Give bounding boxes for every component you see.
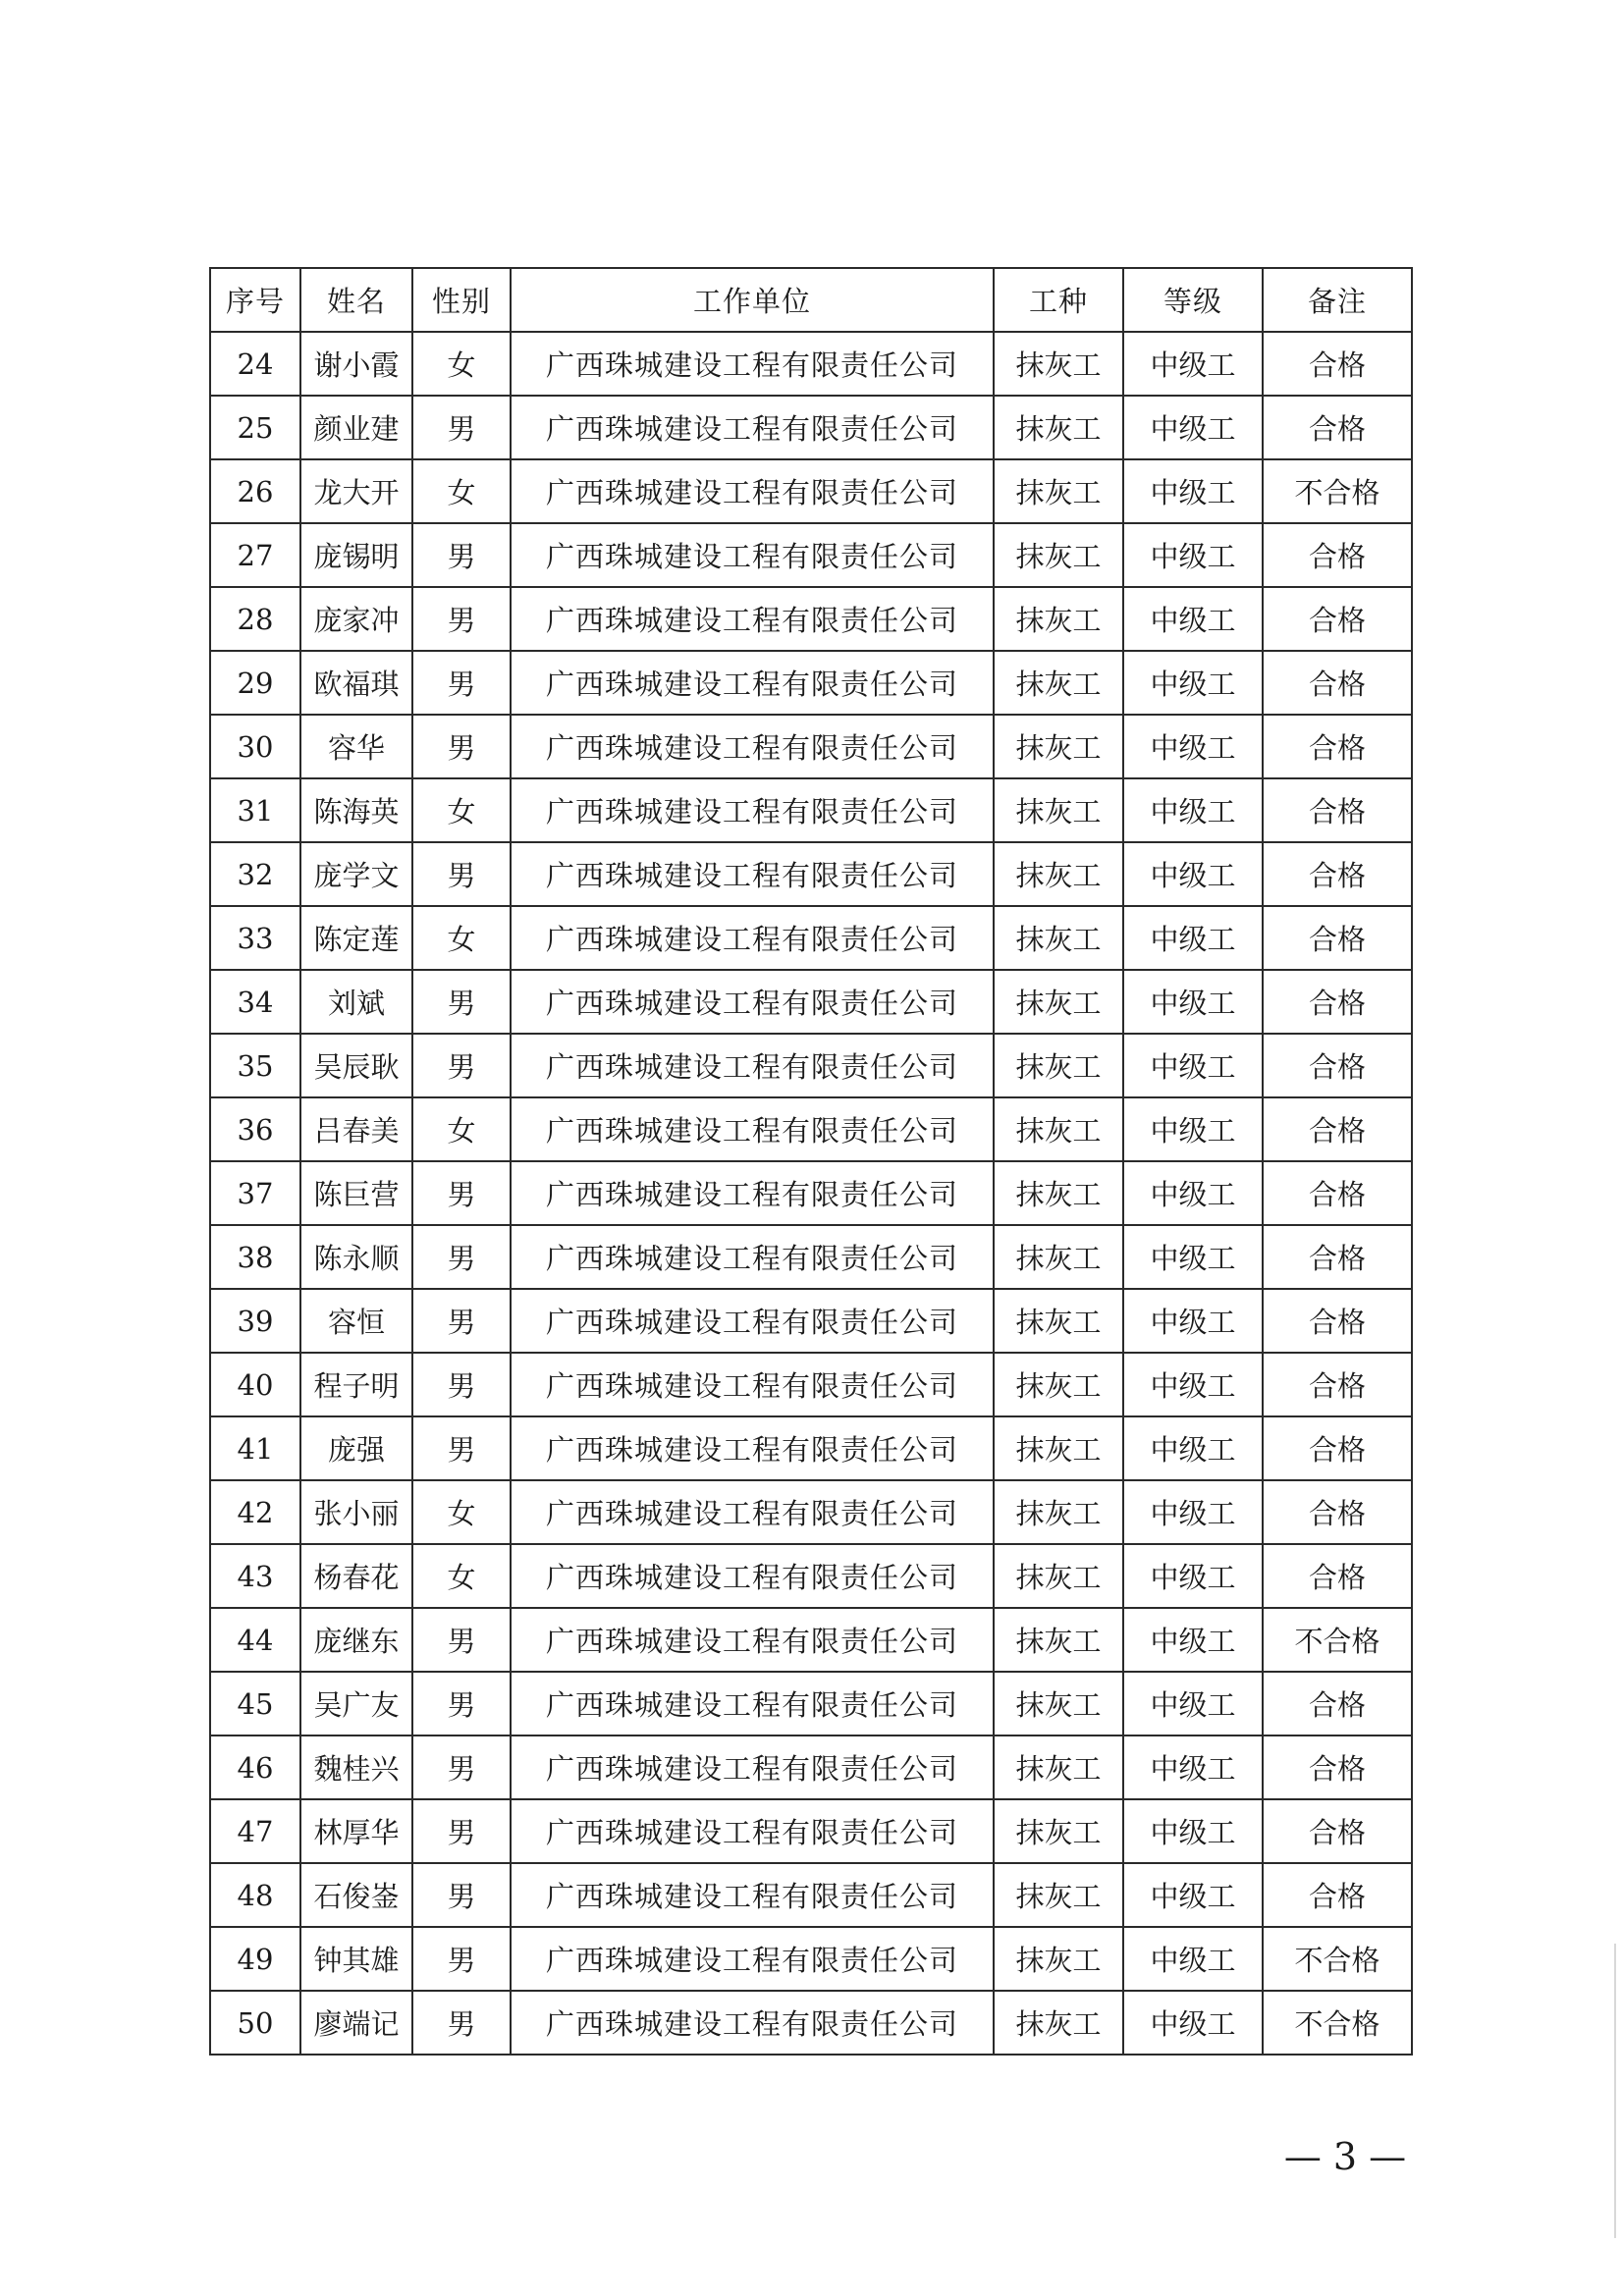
- cell-name: 张小丽: [300, 1480, 412, 1544]
- cell-index: 46: [210, 1735, 300, 1799]
- cell-remark: 合格: [1263, 1544, 1412, 1608]
- cell-gender: 男: [412, 1672, 511, 1735]
- table-row: [210, 1353, 1412, 1416]
- cell-remark: 合格: [1263, 842, 1412, 906]
- cell-index: 48: [210, 1863, 300, 1927]
- cell-index: 31: [210, 778, 300, 842]
- cell-index: 34: [210, 970, 300, 1034]
- cell-employer: 广西珠城建设工程有限责任公司: [511, 1416, 994, 1480]
- cell-grade: 中级工: [1123, 842, 1263, 906]
- cell-grade: 中级工: [1123, 778, 1263, 842]
- table-row: [210, 1289, 1412, 1353]
- table-row: [210, 1097, 1412, 1161]
- cell-remark: 合格: [1263, 1289, 1412, 1353]
- cell-gender: 女: [412, 1097, 511, 1161]
- cell-trade: 抹灰工: [994, 1608, 1123, 1672]
- table-row: [210, 842, 1412, 906]
- cell-name: 陈海英: [300, 778, 412, 842]
- table-header-row: [210, 268, 1412, 332]
- cell-employer: 广西珠城建设工程有限责任公司: [511, 1927, 994, 1991]
- cell-index: 38: [210, 1225, 300, 1289]
- cell-grade: 中级工: [1123, 1799, 1263, 1863]
- cell-index: 41: [210, 1416, 300, 1480]
- table-row: [210, 715, 1412, 778]
- cell-index: 25: [210, 396, 300, 459]
- cell-trade: 抹灰工: [994, 1735, 1123, 1799]
- cell-name: 龙大开: [300, 459, 412, 523]
- cell-name: 庞锡明: [300, 523, 412, 587]
- cell-employer: 广西珠城建设工程有限责任公司: [511, 651, 994, 715]
- cell-remark: 合格: [1263, 1735, 1412, 1799]
- cell-remark: 不合格: [1263, 1991, 1412, 2055]
- cell-employer: 广西珠城建设工程有限责任公司: [511, 842, 994, 906]
- cell-trade: 抹灰工: [994, 1863, 1123, 1927]
- cell-index: 37: [210, 1161, 300, 1225]
- cell-grade: 中级工: [1123, 587, 1263, 651]
- table-row: [210, 1225, 1412, 1289]
- cell-name: 庞家冲: [300, 587, 412, 651]
- cell-index: 50: [210, 1991, 300, 2055]
- cell-name: 容华: [300, 715, 412, 778]
- cell-name: 容恒: [300, 1289, 412, 1353]
- cell-name: 林厚华: [300, 1799, 412, 1863]
- cell-trade: 抹灰工: [994, 396, 1123, 459]
- table-row: [210, 1416, 1412, 1480]
- table-row: [210, 1034, 1412, 1097]
- page-number: — 3 —: [1283, 2135, 1407, 2178]
- cell-trade: 抹灰工: [994, 1927, 1123, 1991]
- cell-gender: 男: [412, 1735, 511, 1799]
- cell-name: 庞学文: [300, 842, 412, 906]
- cell-gender: 男: [412, 1289, 511, 1353]
- table-row: [210, 778, 1412, 842]
- cell-gender: 女: [412, 332, 511, 396]
- table-row: [210, 1544, 1412, 1608]
- cell-index: 30: [210, 715, 300, 778]
- cell-gender: 男: [412, 651, 511, 715]
- cell-remark: 不合格: [1263, 1608, 1412, 1672]
- cell-gender: 男: [412, 587, 511, 651]
- header-trade: 工种: [994, 268, 1123, 332]
- cell-employer: 广西珠城建设工程有限责任公司: [511, 1799, 994, 1863]
- cell-grade: 中级工: [1123, 1735, 1263, 1799]
- cell-grade: 中级工: [1123, 1991, 1263, 2055]
- cell-grade: 中级工: [1123, 906, 1263, 970]
- cell-gender: 男: [412, 1608, 511, 1672]
- cell-name: 钟其雄: [300, 1927, 412, 1991]
- cell-trade: 抹灰工: [994, 715, 1123, 778]
- cell-name: 庞强: [300, 1416, 412, 1480]
- cell-remark: 合格: [1263, 1225, 1412, 1289]
- cell-remark: 合格: [1263, 1353, 1412, 1416]
- cell-name: 庞继东: [300, 1608, 412, 1672]
- cell-employer: 广西珠城建设工程有限责任公司: [511, 1353, 994, 1416]
- header-gender: 性别: [412, 268, 511, 332]
- cell-grade: 中级工: [1123, 1544, 1263, 1608]
- header-name: 姓名: [300, 268, 412, 332]
- cell-index: 43: [210, 1544, 300, 1608]
- cell-remark: 合格: [1263, 523, 1412, 587]
- cell-trade: 抹灰工: [994, 778, 1123, 842]
- cell-grade: 中级工: [1123, 1672, 1263, 1735]
- cell-name: 廖端记: [300, 1991, 412, 2055]
- cell-grade: 中级工: [1123, 1416, 1263, 1480]
- cell-grade: 中级工: [1123, 1480, 1263, 1544]
- cell-index: 28: [210, 587, 300, 651]
- cell-grade: 中级工: [1123, 1034, 1263, 1097]
- cell-employer: 广西珠城建设工程有限责任公司: [511, 1672, 994, 1735]
- cell-remark: 合格: [1263, 1799, 1412, 1863]
- cell-remark: 合格: [1263, 396, 1412, 459]
- cell-employer: 广西珠城建设工程有限责任公司: [511, 1034, 994, 1097]
- cell-grade: 中级工: [1123, 970, 1263, 1034]
- cell-grade: 中级工: [1123, 459, 1263, 523]
- cell-grade: 中级工: [1123, 332, 1263, 396]
- scan-edge-mark: [1614, 1944, 1616, 2238]
- cell-index: 40: [210, 1353, 300, 1416]
- cell-gender: 女: [412, 459, 511, 523]
- cell-trade: 抹灰工: [994, 1799, 1123, 1863]
- cell-employer: 广西珠城建设工程有限责任公司: [511, 906, 994, 970]
- cell-employer: 广西珠城建设工程有限责任公司: [511, 332, 994, 396]
- cell-employer: 广西珠城建设工程有限责任公司: [511, 1608, 994, 1672]
- cell-remark: 不合格: [1263, 459, 1412, 523]
- table-row: [210, 1480, 1412, 1544]
- cell-gender: 男: [412, 1416, 511, 1480]
- cell-name: 陈巨营: [300, 1161, 412, 1225]
- cell-gender: 男: [412, 1353, 511, 1416]
- personnel-table: [209, 267, 1413, 2056]
- cell-trade: 抹灰工: [994, 842, 1123, 906]
- header-grade: 等级: [1123, 268, 1263, 332]
- cell-trade: 抹灰工: [994, 1672, 1123, 1735]
- cell-name: 刘斌: [300, 970, 412, 1034]
- cell-gender: 男: [412, 396, 511, 459]
- cell-remark: 合格: [1263, 1161, 1412, 1225]
- cell-name: 魏桂兴: [300, 1735, 412, 1799]
- header-remark: 备注: [1263, 268, 1412, 332]
- table-row: [210, 523, 1412, 587]
- cell-employer: 广西珠城建设工程有限责任公司: [511, 396, 994, 459]
- cell-grade: 中级工: [1123, 1225, 1263, 1289]
- cell-name: 石俊崟: [300, 1863, 412, 1927]
- cell-name: 程子明: [300, 1353, 412, 1416]
- cell-employer: 广西珠城建设工程有限责任公司: [511, 1991, 994, 2055]
- cell-trade: 抹灰工: [994, 1480, 1123, 1544]
- table-row: [210, 459, 1412, 523]
- cell-index: 47: [210, 1799, 300, 1863]
- cell-remark: 合格: [1263, 651, 1412, 715]
- cell-remark: 合格: [1263, 715, 1412, 778]
- cell-name: 颜业建: [300, 396, 412, 459]
- cell-name: 吕春美: [300, 1097, 412, 1161]
- cell-grade: 中级工: [1123, 1863, 1263, 1927]
- table-row: [210, 1799, 1412, 1863]
- cell-employer: 广西珠城建设工程有限责任公司: [511, 778, 994, 842]
- cell-name: 吴广友: [300, 1672, 412, 1735]
- cell-remark: 合格: [1263, 970, 1412, 1034]
- cell-gender: 男: [412, 842, 511, 906]
- cell-gender: 男: [412, 1161, 511, 1225]
- cell-employer: 广西珠城建设工程有限责任公司: [511, 587, 994, 651]
- table-row: [210, 1672, 1412, 1735]
- cell-index: 29: [210, 651, 300, 715]
- cell-name: 陈永顺: [300, 1225, 412, 1289]
- cell-grade: 中级工: [1123, 396, 1263, 459]
- cell-remark: 不合格: [1263, 1927, 1412, 1991]
- cell-trade: 抹灰工: [994, 1544, 1123, 1608]
- table-row: [210, 1161, 1412, 1225]
- cell-gender: 女: [412, 778, 511, 842]
- cell-gender: 女: [412, 906, 511, 970]
- cell-name: 吴辰耿: [300, 1034, 412, 1097]
- table-row: [210, 1927, 1412, 1991]
- cell-gender: 男: [412, 715, 511, 778]
- cell-grade: 中级工: [1123, 1097, 1263, 1161]
- cell-employer: 广西珠城建设工程有限责任公司: [511, 1480, 994, 1544]
- cell-remark: 合格: [1263, 587, 1412, 651]
- cell-gender: 女: [412, 1544, 511, 1608]
- cell-employer: 广西珠城建设工程有限责任公司: [511, 1863, 994, 1927]
- cell-employer: 广西珠城建设工程有限责任公司: [511, 1289, 994, 1353]
- table-row: [210, 587, 1412, 651]
- cell-employer: 广西珠城建设工程有限责任公司: [511, 1225, 994, 1289]
- cell-grade: 中级工: [1123, 523, 1263, 587]
- cell-remark: 合格: [1263, 1863, 1412, 1927]
- table-row: [210, 1991, 1412, 2055]
- table-row: [210, 1608, 1412, 1672]
- cell-trade: 抹灰工: [994, 523, 1123, 587]
- cell-index: 39: [210, 1289, 300, 1353]
- cell-grade: 中级工: [1123, 1353, 1263, 1416]
- header-index: 序号: [210, 268, 300, 332]
- table-row: [210, 1735, 1412, 1799]
- cell-gender: 男: [412, 1863, 511, 1927]
- cell-remark: 合格: [1263, 1034, 1412, 1097]
- cell-index: 36: [210, 1097, 300, 1161]
- cell-gender: 男: [412, 970, 511, 1034]
- table-row: [210, 396, 1412, 459]
- cell-grade: 中级工: [1123, 1927, 1263, 1991]
- cell-trade: 抹灰工: [994, 587, 1123, 651]
- cell-remark: 合格: [1263, 778, 1412, 842]
- cell-trade: 抹灰工: [994, 906, 1123, 970]
- cell-gender: 男: [412, 523, 511, 587]
- cell-employer: 广西珠城建设工程有限责任公司: [511, 523, 994, 587]
- table-row: [210, 651, 1412, 715]
- cell-employer: 广西珠城建设工程有限责任公司: [511, 1097, 994, 1161]
- cell-employer: 广西珠城建设工程有限责任公司: [511, 1735, 994, 1799]
- cell-remark: 合格: [1263, 1672, 1412, 1735]
- cell-gender: 女: [412, 1480, 511, 1544]
- cell-grade: 中级工: [1123, 1161, 1263, 1225]
- cell-trade: 抹灰工: [994, 1991, 1123, 2055]
- cell-employer: 广西珠城建设工程有限责任公司: [511, 1161, 994, 1225]
- cell-grade: 中级工: [1123, 651, 1263, 715]
- cell-trade: 抹灰工: [994, 1416, 1123, 1480]
- cell-index: 49: [210, 1927, 300, 1991]
- table-row: [210, 906, 1412, 970]
- cell-gender: 男: [412, 1927, 511, 1991]
- cell-trade: 抹灰工: [994, 1289, 1123, 1353]
- cell-grade: 中级工: [1123, 1608, 1263, 1672]
- cell-gender: 男: [412, 1034, 511, 1097]
- cell-employer: 广西珠城建设工程有限责任公司: [511, 1544, 994, 1608]
- table-body: [210, 332, 1412, 2055]
- cell-remark: 合格: [1263, 1480, 1412, 1544]
- cell-index: 26: [210, 459, 300, 523]
- cell-name: 陈定莲: [300, 906, 412, 970]
- cell-name: 欧福琪: [300, 651, 412, 715]
- cell-index: 27: [210, 523, 300, 587]
- cell-index: 24: [210, 332, 300, 396]
- cell-trade: 抹灰工: [994, 1225, 1123, 1289]
- cell-gender: 男: [412, 1225, 511, 1289]
- cell-trade: 抹灰工: [994, 970, 1123, 1034]
- cell-trade: 抹灰工: [994, 332, 1123, 396]
- cell-index: 35: [210, 1034, 300, 1097]
- cell-employer: 广西珠城建设工程有限责任公司: [511, 715, 994, 778]
- table-row: [210, 970, 1412, 1034]
- table-row: [210, 1863, 1412, 1927]
- cell-remark: 合格: [1263, 1416, 1412, 1480]
- cell-employer: 广西珠城建设工程有限责任公司: [511, 970, 994, 1034]
- table-row: [210, 332, 1412, 396]
- cell-name: 杨春花: [300, 1544, 412, 1608]
- cell-trade: 抹灰工: [994, 1353, 1123, 1416]
- cell-employer: 广西珠城建设工程有限责任公司: [511, 459, 994, 523]
- cell-gender: 男: [412, 1991, 511, 2055]
- cell-remark: 合格: [1263, 1097, 1412, 1161]
- cell-trade: 抹灰工: [994, 651, 1123, 715]
- cell-name: 谢小霞: [300, 332, 412, 396]
- cell-gender: 男: [412, 1799, 511, 1863]
- cell-index: 33: [210, 906, 300, 970]
- cell-trade: 抹灰工: [994, 459, 1123, 523]
- cell-remark: 合格: [1263, 906, 1412, 970]
- cell-trade: 抹灰工: [994, 1097, 1123, 1161]
- cell-index: 44: [210, 1608, 300, 1672]
- cell-trade: 抹灰工: [994, 1161, 1123, 1225]
- cell-index: 42: [210, 1480, 300, 1544]
- cell-remark: 合格: [1263, 332, 1412, 396]
- header-employer: 工作单位: [511, 268, 994, 332]
- cell-trade: 抹灰工: [994, 1034, 1123, 1097]
- cell-grade: 中级工: [1123, 715, 1263, 778]
- cell-index: 45: [210, 1672, 300, 1735]
- cell-index: 32: [210, 842, 300, 906]
- cell-grade: 中级工: [1123, 1289, 1263, 1353]
